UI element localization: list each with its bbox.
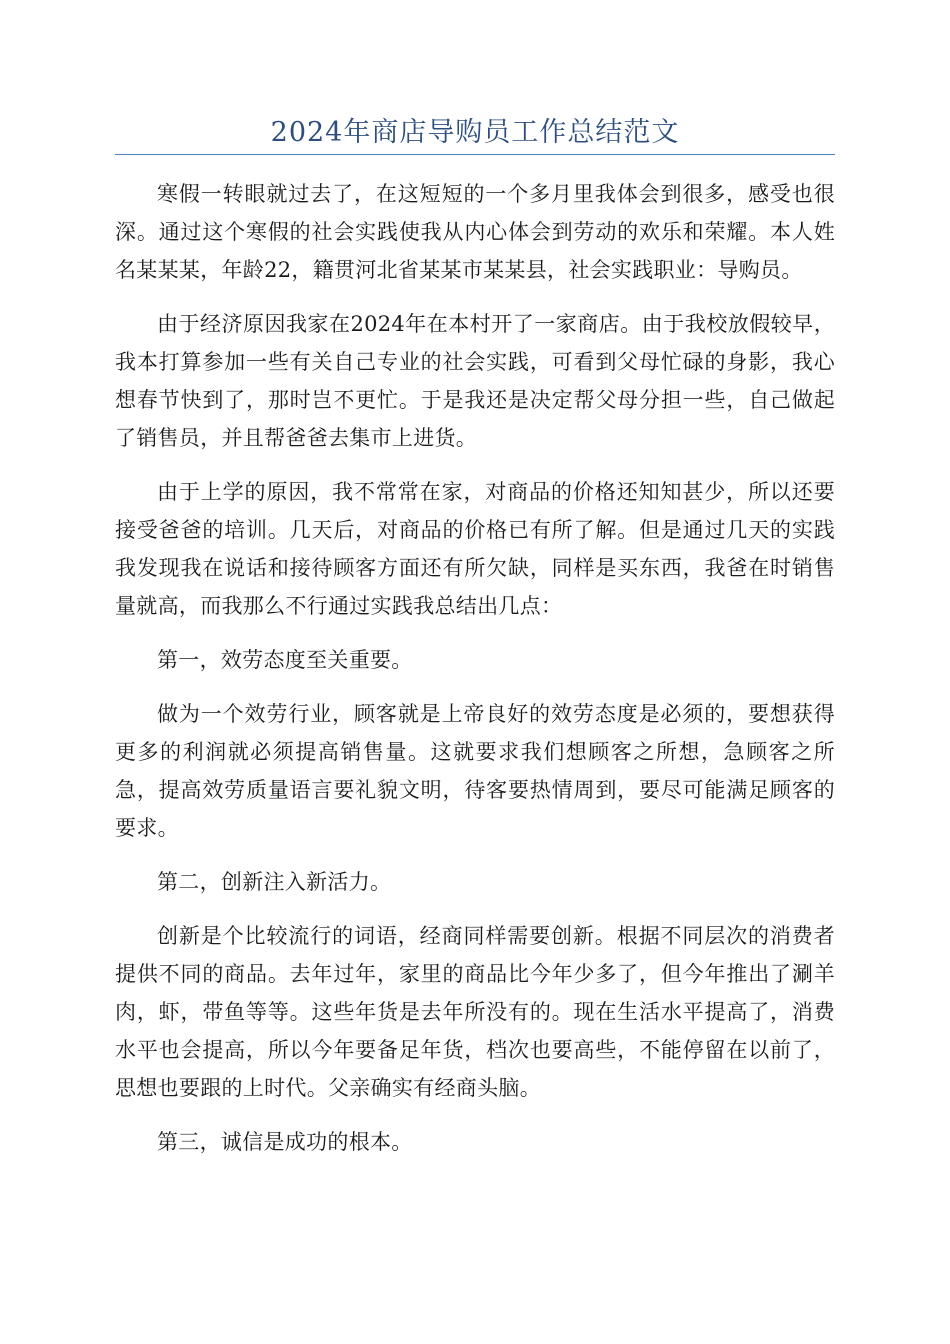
paragraph-point-3-heading: 第三，诚信是成功的根本。 (157, 1130, 413, 1154)
paragraph-background: 由于经济原因我家在2024年在本村开了一家商店。由于我校放假较早，我本打算参加一些有关自己专业的社会实践，可看到父母忙碌的身影，我心想春节快到了，那时岂不更忙。于是我还是决定帮父母分担一些，自己做起了销售员，并且帮爸爸去集市上进货。 (115, 312, 835, 450)
document-body (115, 175, 835, 1177)
paragraph-point-1-heading: 第一，效劳态度至关重要。 (157, 648, 413, 672)
paragraph-point-1-body: 做为一个效劳行业，顾客就是上帝良好的效劳态度是必须的，要想获得更多的利润就必须提高销售量。这就要求我们想顾客之所想，急顾客之所急，提高效劳质量语言要礼貌文明，待客要热情周到，要尽可能满足顾客的要求。 (115, 702, 835, 840)
title-underline (115, 154, 835, 155)
paragraph-training: 由于上学的原因，我不常常在家，对商品的价格还知知甚少，所以还要接受爸爸的培训。几天后，对商品的价格已有所了解。但是通过几天的实践我发现我在说话和接待顾客方面还有所欠缺，同样是买东西，我爸在时销售量就高，而我那么不行通过实践我总结出几点： (115, 480, 835, 618)
paragraph-intro: 寒假一转眼就过去了，在这短短的一个多月里我体会到很多，感受也很深。通过这个寒假的社会实践使我从内心体会到劳动的欢乐和荣耀。本人姓名某某某，年龄22，籍贯河北省某某市某某县，社会实践职业：导购员。 (115, 182, 835, 282)
paragraph-point-2-heading: 第二，创新注入新活力。 (157, 870, 392, 894)
paragraph-point-2-body: 创新是个比较流行的词语，经商同样需要创新。根据不同层次的消费者提供不同的商品。去年过年，家里的商品比今年少多了，但今年推出了涮羊肉，虾，带鱼等等。这些年货是去年所没有的。现在生活水平提高了，消费水平也会提高，所以今年要备足年货，档次也要高些，不能停留在以前了，思想也要跟的上时代。父亲确实有经商头脑。 (115, 924, 835, 1100)
document-title: 2024年商店导购员工作总结范文 (270, 117, 680, 148)
